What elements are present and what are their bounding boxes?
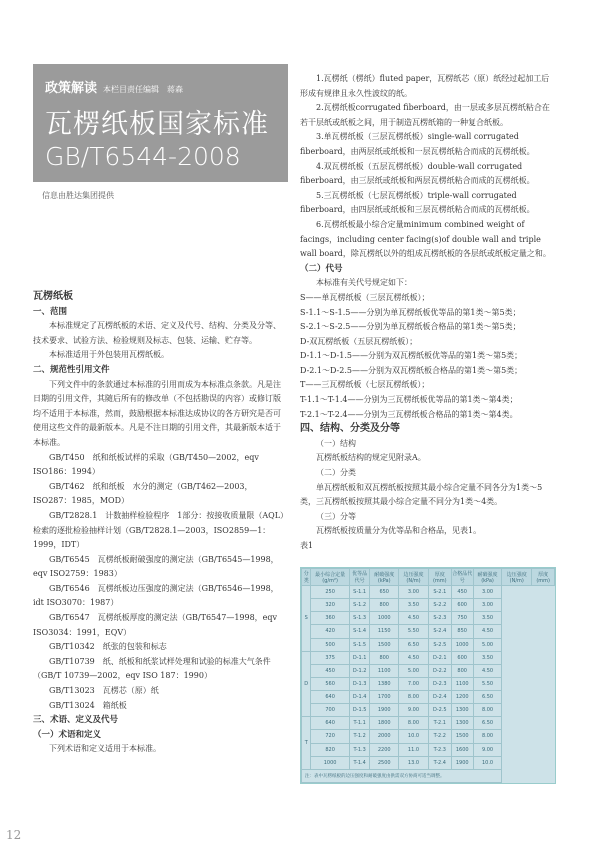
definition-item: 1.瓦楞纸（楞纸）fluted paper，瓦楞纸芯（原）纸经过起加工后形成有规律且永久性波纹的纸。 xyxy=(300,74,550,98)
table-cell: D-2.4 xyxy=(429,691,452,704)
column-kicker: 政策解读 本栏目责任编辑 蒋森 xyxy=(45,81,184,96)
table-header-cell: 耐破强度 (kPa) xyxy=(473,569,501,586)
table-row xyxy=(302,586,555,599)
table-cell: 7.00 xyxy=(398,677,428,690)
table-cell: S-2.4 xyxy=(429,625,452,638)
table-label: 表1 xyxy=(300,541,314,550)
table-cell: D-1.3 xyxy=(349,677,370,690)
table-cell: S-1.4 xyxy=(349,625,370,638)
table-group-code: D xyxy=(302,651,311,717)
definition-item: 4.双瓦楞纸板（五层瓦楞纸板）double-wall corrugated fiberboard，由三层纸或纸板和两层瓦楞纸粘合而成的瓦楞纸板。 xyxy=(300,161,535,186)
table-cell: T-2.1 xyxy=(429,717,452,730)
table-row xyxy=(302,730,555,743)
reference-item: GB/T6547 瓦楞纸板厚度的测定法（GB/T6547—1998，eqv ISO3034：1991，EQV） xyxy=(33,613,278,637)
table-row xyxy=(302,691,555,704)
table-cell: 600 xyxy=(451,599,473,612)
table-cell: 750 xyxy=(451,612,473,625)
paragraph: 瓦楞纸板结构的规定见附录A。 xyxy=(316,453,426,463)
definition-item: 6.瓦楞纸板最小综合定量minimum combined weight of facings，including center facing(s)of double wall and triple wall board，除瓦楞纸以外的组成瓦楞纸板的各层纸或纸板定量之和。 xyxy=(300,219,551,259)
table-cell: D-1.5 xyxy=(349,704,370,717)
paragraph: 下列术语和定义适用于本标准。 xyxy=(49,744,161,754)
table-note: 注：表中瓦楞纸板的边压强度和耐破强度由供需双方协商可适当调整。 xyxy=(302,769,502,782)
table-cell: 800 xyxy=(451,664,473,677)
table-cell: 5.50 xyxy=(398,625,428,638)
table-row xyxy=(302,756,555,769)
table-cell: 1900 xyxy=(451,756,473,769)
code-item: S-2.1～S-2.5——分别为单瓦楞纸板合格品的第1类～第5类； xyxy=(300,322,521,332)
table-cell: 450 xyxy=(311,664,349,677)
table-cell: S-1.2 xyxy=(349,599,370,612)
table-cell: 5.50 xyxy=(473,677,501,690)
table-header-cell: 最小综合定量 (g/m²) xyxy=(311,569,349,586)
table-cell: 4.50 xyxy=(398,612,428,625)
table-cell: D-2.3 xyxy=(429,677,452,690)
table-cell: 1380 xyxy=(370,677,399,690)
code-item: T——三瓦楞纸板（七层瓦楞纸板）； xyxy=(300,380,430,390)
paragraph: 本标准有关代号规定如下： xyxy=(316,278,412,288)
table-row xyxy=(302,612,555,625)
table-cell: 1300 xyxy=(451,717,473,730)
code-item: D-双瓦楞纸板（五层瓦楞纸板）； xyxy=(300,336,418,346)
table-cell: 250 xyxy=(311,586,349,599)
table-cell: 3.50 xyxy=(473,651,501,664)
table-cell: 1200 xyxy=(451,691,473,704)
reference-item: GB/T10342 纸张的包装和标志 xyxy=(49,642,167,652)
table-cell: 5.00 xyxy=(398,664,428,677)
paragraph: 单瓦楞纸板和双瓦楞纸板按照其最小综合定量不同各分为1类～5类，三瓦楞纸板按照其最小综合定量不同分为1类～4类。 xyxy=(300,482,543,507)
reference-item: GB/T450 纸和纸板试样的采取（GB/T450—2002，eqv ISO186：1994） xyxy=(33,452,259,477)
table-cell: 10.0 xyxy=(398,730,428,743)
table-cell: S-2.2 xyxy=(429,599,452,612)
table-cell: D-1.2 xyxy=(349,664,370,677)
table-cell: S-2.3 xyxy=(429,612,452,625)
code-item: T-1.1～T-1.4——分别为三瓦楞纸板优等品的第1类～第4类； xyxy=(300,395,518,405)
table-cell: 600 xyxy=(451,651,473,664)
table-group-code: T xyxy=(302,717,311,770)
reference-item: GB/T10739 纸、纸板和纸浆试样处理和试验的标准大气条件（GB/T 10739—2002，eqv ISO 187：1990） xyxy=(33,656,271,681)
table-cell: 6.50 xyxy=(398,638,428,651)
table-cell: 8.00 xyxy=(473,704,501,717)
table-header-cell: 厚度 (mm) xyxy=(429,569,452,586)
table-cell: 11.0 xyxy=(398,743,428,756)
section-heading: 三、术语、定义及代号 xyxy=(33,715,119,726)
table-cell: 3.00 xyxy=(473,586,501,599)
table-cell: 1600 xyxy=(451,743,473,756)
subsection-heading: （二）代号 xyxy=(300,263,343,274)
code-item: D-1.1～D-1.5——分别为双瓦楞纸板优等品的第1类～第5类； xyxy=(300,351,523,361)
table-cell: 1500 xyxy=(451,730,473,743)
section-heading: 一、范围 xyxy=(33,306,68,317)
table-cell: 6.50 xyxy=(473,717,501,730)
table-cell: 10.0 xyxy=(473,756,501,769)
code-item: S-1.1～S-1.5——分别为单瓦楞纸板优等品的第1类～第5类； xyxy=(300,307,521,317)
paragraph: 本标准适用于外包装用瓦楞纸板。 xyxy=(49,350,169,360)
table-cell: 650 xyxy=(370,586,399,599)
reference-item: GB/T13023 瓦楞芯（原）纸 xyxy=(49,686,159,696)
table-cell: 1700 xyxy=(370,691,399,704)
table-cell: 8.00 xyxy=(398,717,428,730)
table-cell: 850 xyxy=(451,625,473,638)
table-cell: 1300 xyxy=(451,704,473,717)
table-cell: T-1.2 xyxy=(349,730,370,743)
table-cell: 2500 xyxy=(370,756,399,769)
section-heading: 四、结构、分类及分等 xyxy=(300,423,400,435)
table-header-cell: 优等品代号 xyxy=(349,569,370,586)
subsection-heading: （三）分等 xyxy=(316,511,356,521)
table-cell: 720 xyxy=(311,730,349,743)
code-item: S——单瓦楞纸板（三层瓦楞纸板）； xyxy=(300,292,430,302)
table-cell: 560 xyxy=(311,677,349,690)
table-header-cell: 厚度 (mm) xyxy=(532,569,555,586)
article-standard-code: GB/T6544-2008 xyxy=(45,142,241,171)
table-cell: D-1.4 xyxy=(349,691,370,704)
table-cell: 1900 xyxy=(370,704,399,717)
reference-item: GB/T2828.1 计数抽样检验程序 1部分：按接收质量限（AQL）检索的逐批检验抽样计划（GB/T2828.1—2003，ISO2859—1：1999，IDT） xyxy=(33,510,285,550)
table-1 xyxy=(300,567,556,784)
table-cell: 2000 xyxy=(370,730,399,743)
table-cell: 3.50 xyxy=(473,612,501,625)
table-cell: T-1.1 xyxy=(349,717,370,730)
table-header-cell: 边压强度 (N/m) xyxy=(398,569,428,586)
table-cell: 3.00 xyxy=(473,599,501,612)
table-cell: T-2.3 xyxy=(429,743,452,756)
table-cell: 375 xyxy=(311,651,349,664)
table-cell: 4.50 xyxy=(473,625,501,638)
table-cell: S-1.3 xyxy=(349,612,370,625)
table-header-cell: 边压强度 (N/m) xyxy=(502,569,532,586)
table-cell: S-2.1 xyxy=(429,586,452,599)
subsection-heading: （一）结构 xyxy=(316,438,356,448)
table-cell: D-1.1 xyxy=(349,651,370,664)
subsection-heading: （二）分类 xyxy=(316,468,356,478)
subsection-heading: （一）术语和定义 xyxy=(33,729,102,740)
table-row xyxy=(302,664,555,677)
table-cell: 420 xyxy=(311,625,349,638)
table-cell: D-2.2 xyxy=(429,664,452,677)
table-header-cell: 分类 xyxy=(302,569,311,586)
definition-item: 3.单瓦楞纸板（三层瓦楞纸板）single-wall corrugated fiberboard，由两层纸或纸板和一层瓦楞纸粘合而成的瓦楞纸板。 xyxy=(300,132,535,156)
table-cell: 4.50 xyxy=(398,651,428,664)
section-main-heading: 瓦楞纸板 xyxy=(33,291,73,302)
table-cell: 800 xyxy=(370,651,399,664)
table-cell: 450 xyxy=(451,586,473,599)
table-cell: 1100 xyxy=(451,677,473,690)
table-cell: 1500 xyxy=(370,638,399,651)
table-cell: 820 xyxy=(311,743,349,756)
table-header-cell: 合格品代号 xyxy=(451,569,473,586)
table-cell: 1150 xyxy=(370,625,399,638)
table-cell: 6.50 xyxy=(473,691,501,704)
table-row xyxy=(302,717,555,730)
table-cell: 1000 xyxy=(311,756,349,769)
table-cell: T-2.4 xyxy=(429,756,452,769)
definition-item: 5.三瓦楞纸板（七层瓦楞纸板）triple-wall corrugated fiberboard，由四层纸或纸板和三层瓦楞纸粘合而成的瓦楞纸板。 xyxy=(300,190,535,215)
grade-table xyxy=(301,568,555,783)
right-column xyxy=(300,72,554,554)
paragraph: 瓦楞纸板按质量分为优等品和合格品，见表1。 xyxy=(316,526,482,536)
table-cell: 2200 xyxy=(370,743,399,756)
paragraph: 下列文件中的条款通过本标准的引用而成为本标准点条款。凡是注日期的引用文件，其随后所有的修改单（不包括勘误的内容）或修订版均不适用于本标准，然而，鼓励根据本标准达成协议的各方研究是否可使用这些文件的最新版本。凡是不注日期的引用文件，其最新版本适于本标准。 xyxy=(33,379,281,447)
article-source: 信息由胜达集团提供 xyxy=(42,191,114,200)
table-cell: 13.0 xyxy=(398,756,428,769)
table-note-row xyxy=(302,769,555,782)
table-row xyxy=(302,677,555,690)
table-cell: 500 xyxy=(311,638,349,651)
reference-item: GB/T6546 瓦楞纸板边压强度的测定法（GB/T6546—1998，idt ISO3070：1987） xyxy=(33,583,279,608)
table-header-cell: 耐破强度 (kPa) xyxy=(370,569,399,586)
table-cell: 8.00 xyxy=(473,730,501,743)
table-cell: 3.50 xyxy=(398,599,428,612)
table-cell: T-1.4 xyxy=(349,756,370,769)
table-cell: 1000 xyxy=(370,612,399,625)
table-row xyxy=(302,651,555,664)
table-header-row xyxy=(302,569,555,586)
table-cell: 360 xyxy=(311,612,349,625)
section-heading: 二、规范性引用文件 xyxy=(33,364,110,375)
table-cell: 700 xyxy=(311,704,349,717)
reference-item: GB/T462 纸和纸板 水分的测定（GB/T462—2003，ISO287：1985，MOD） xyxy=(33,481,253,506)
table-cell: S-1.5 xyxy=(349,638,370,651)
table-cell: T-2.2 xyxy=(429,730,452,743)
table-cell: 800 xyxy=(370,599,399,612)
table-row xyxy=(302,743,555,756)
table-group-code: S xyxy=(302,586,311,652)
table-cell: 640 xyxy=(311,717,349,730)
table-cell: 9.00 xyxy=(398,704,428,717)
table-cell: 5.00 xyxy=(473,638,501,651)
table-row xyxy=(302,599,555,612)
article-title: 瓦楞纸板国家标准 xyxy=(45,109,269,140)
code-item: T-2.1～T-2.4——分别为三瓦楞纸板合格品的第1类～第4类。 xyxy=(300,409,518,419)
table-cell: S-2.5 xyxy=(429,638,452,651)
paragraph: 本标准规定了瓦楞纸板的术语、定义及代号、结构、分类及分等、技术要求、试验方法、检验规则及标志、包装、运输、贮存等。 xyxy=(33,321,281,345)
table-cell: 4.50 xyxy=(473,664,501,677)
table-cell: T-1.3 xyxy=(349,743,370,756)
table-row xyxy=(302,638,555,651)
left-column xyxy=(33,290,288,757)
table-row xyxy=(302,625,555,638)
table-cell: 1800 xyxy=(370,717,399,730)
table-cell: D-2.1 xyxy=(429,651,452,664)
table-cell: S-1.1 xyxy=(349,586,370,599)
definition-item: 2.瓦楞纸板corrugated fiberboard，由一层或多层瓦楞纸粘合在若干层纸或纸板之间，用于制造瓦楞纸箱的一种复合纸板。 xyxy=(300,103,550,127)
table-cell: 640 xyxy=(311,691,349,704)
code-item: D-2.1～D-2.5——分别为双瓦楞纸板合格品的第1类～第5类； xyxy=(300,365,523,375)
column-editor: 本栏目责任编辑 蒋森 xyxy=(103,85,184,94)
table-cell: 1100 xyxy=(370,664,399,677)
table-cell: 1000 xyxy=(451,638,473,651)
table-cell: 8.00 xyxy=(398,691,428,704)
table-cell: 320 xyxy=(311,599,349,612)
table-cell: 3.00 xyxy=(398,586,428,599)
reference-item: GB/T13024 箱纸板 xyxy=(49,700,127,710)
table-cell: 9.00 xyxy=(473,743,501,756)
table-row xyxy=(302,704,555,717)
reference-item: GB/T6545 瓦楞纸板耐破强度的测定法（GB/T6545—1998，eqv ISO2759：1983） xyxy=(33,554,279,579)
title-banner xyxy=(33,64,288,182)
table-cell: D-2.5 xyxy=(429,704,452,717)
page-number: 12 xyxy=(6,828,22,842)
